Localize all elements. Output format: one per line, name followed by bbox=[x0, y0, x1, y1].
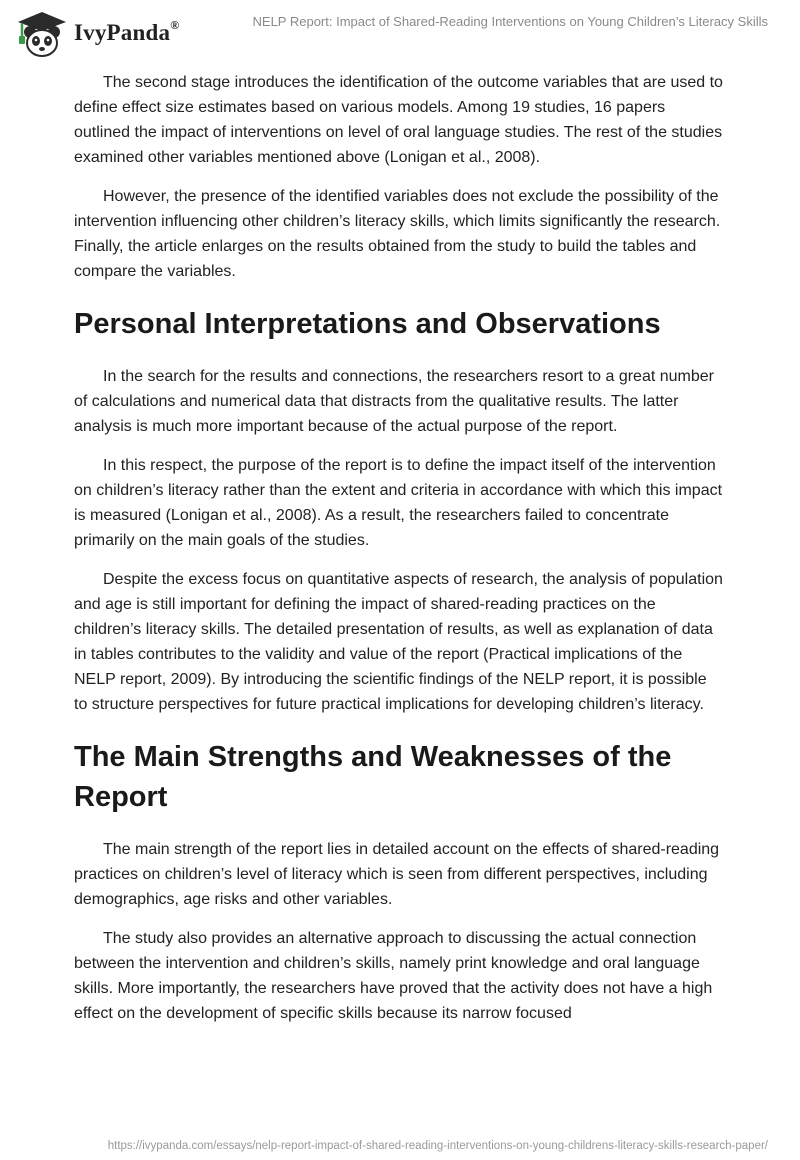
brand-name[interactable] bbox=[74, 20, 179, 46]
section-heading-interpretations: Personal Interpretations and Observations bbox=[74, 308, 661, 340]
ivypanda-logo-icon[interactable] bbox=[14, 8, 70, 58]
paragraph: However, the presence of the identified variables does not exclude the possibility of the intervention influencing other children’s literacy skills, which limits significantly the research. Finally, the article enlarges on the results obtained from the study to build the tables and compare the variables. bbox=[74, 188, 721, 280]
source-url[interactable]: https://ivypanda.com/essays/nelp-report-impact-of-shared-reading-interventions-on-young-childrens-literacy-skills-research-paper/ bbox=[107, 1140, 768, 1152]
running-title: NELP Report: Impact of Shared-Reading Interventions on Young Children’s Literacy Skills bbox=[252, 14, 768, 29]
paragraph: The study also provides an alternative approach to discussing the actual connection between the intervention and children’s skills, namely print knowledge and oral language skills. More importantly, the researchers have proved that the activity does not have a high effect on the development of specific skills because its narrow focused bbox=[74, 930, 713, 1022]
paragraph: Despite the excess focus on quantitative aspects of research, the analysis of population and age is still important for defining the impact of shared-reading practices on the children’s literacy skills. The detailed presentation of results, as well as explanation of data in tables contributes to the validity and value of the report (Practical implications of the NELP report, 2009). By introducing the scientific findings of the NELP report, it is possible to structure perspectives for future practical implications for developing children’s literacy. bbox=[74, 571, 723, 713]
section-heading-strengths-weaknesses: The Main Strengths and Weaknesses of the Report bbox=[74, 741, 672, 813]
registered-mark: ® bbox=[170, 18, 180, 33]
paragraph: The main strength of the report lies in detailed account on the effects of shared-reading practices on children’s level of literacy which is seen from different perspectives, including demographics, age risks and other variables. bbox=[74, 841, 720, 908]
paragraph: In the search for the results and connections, the researchers resort to a great number of calculations and numerical data that distracts from the qualitative results. The latter analysis is much more important because of the actual purpose of the report. bbox=[74, 368, 714, 435]
paragraph: The second stage introduces the identification of the outcome variables that are used to define effect size estimates based on various models. Among 19 studies, 16 papers outlined the impact of interventions on level of oral language studies. The rest of the studies examined other variables mentioned above (Lonigan et al., 2008). bbox=[74, 74, 723, 166]
paragraph: In this respect, the purpose of the report is to define the impact itself of the intervention on children’s literacy rather than the extent and criteria in accordance with which this impact is measured (Lonigan et al., 2008). As a result, the researchers failed to concentrate primarily on the main goals of the studies. bbox=[74, 457, 723, 549]
page-header bbox=[0, 0, 800, 66]
brand-text: IvyPanda bbox=[74, 20, 171, 45]
essay-body bbox=[74, 70, 724, 1040]
